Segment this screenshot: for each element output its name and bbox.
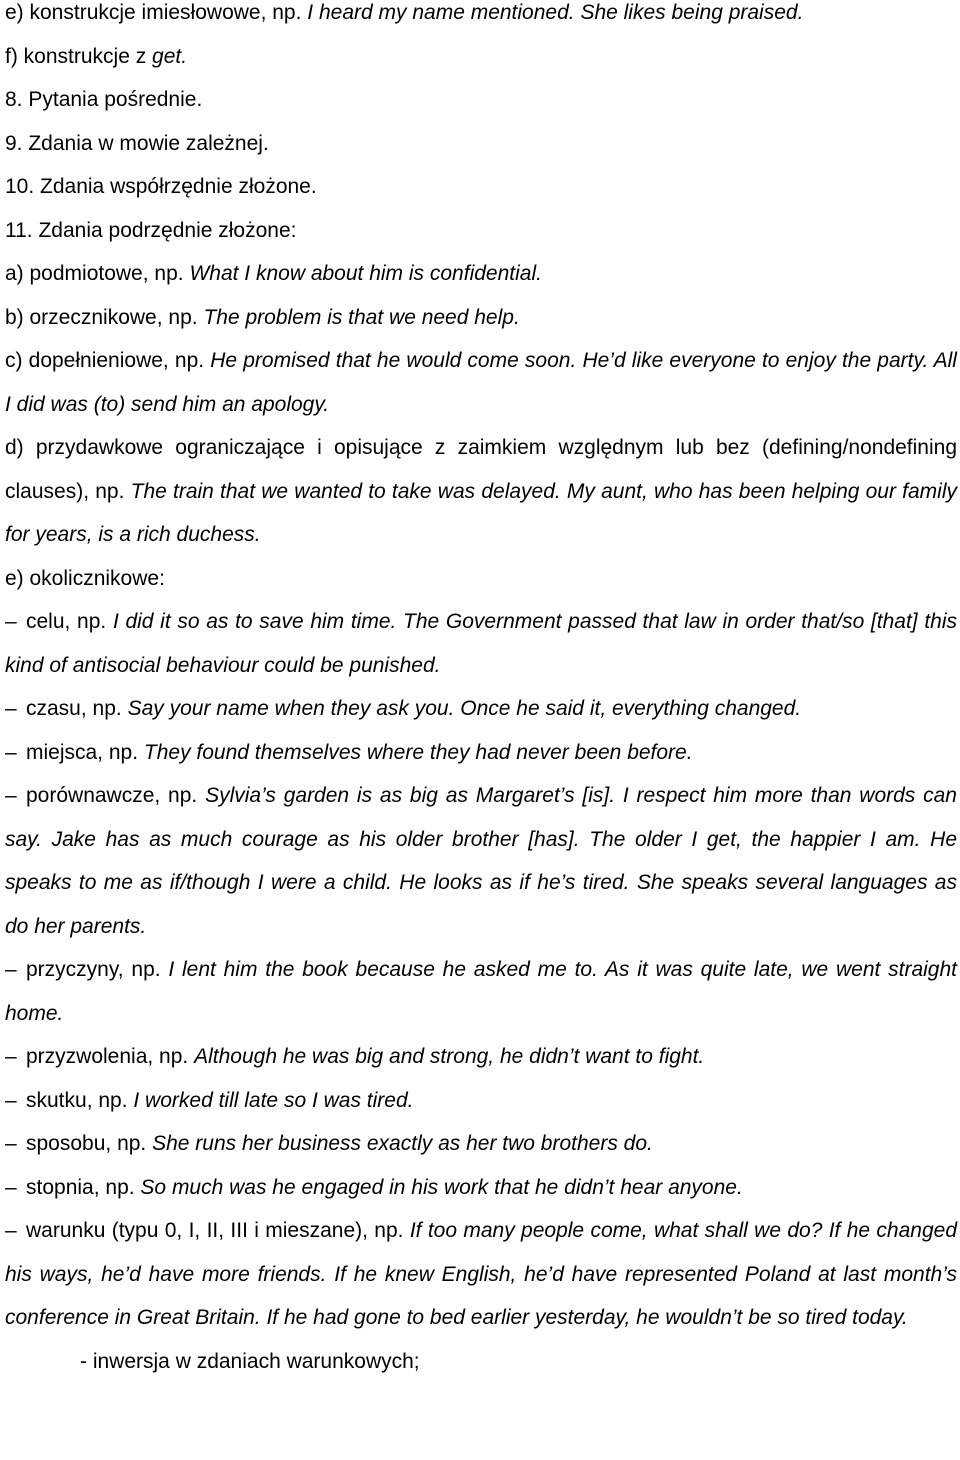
list-item-porownawcze xyxy=(5,774,957,948)
item-example: He promised that he would come soon. He’d like everyone to enjoy the party. All I did was (to) send him an apology. xyxy=(5,349,957,416)
list-item-miejsca xyxy=(5,731,957,775)
item-example: I worked till late so I was tired. xyxy=(133,1088,414,1112)
list-item-skutku xyxy=(5,1079,957,1123)
list-item-stopnia xyxy=(5,1166,957,1210)
item-text: porównawcze, np. xyxy=(26,784,206,807)
item-text: skutku, np. xyxy=(26,1088,134,1112)
dash-bullet: – xyxy=(5,1132,17,1155)
item-text: 11. Zdania podrzędnie złożone: xyxy=(5,218,297,242)
document-body xyxy=(5,0,957,1383)
dash-bullet: – xyxy=(5,697,17,720)
list-item-czasu xyxy=(5,687,957,731)
item-text: sposobu, np. xyxy=(26,1132,153,1155)
item-text: 10. Zdania współrzędnie złożone. xyxy=(5,175,317,198)
list-item-podmiotowe xyxy=(5,252,957,296)
item-text: e) okolicznikowe: xyxy=(5,566,165,590)
list-item-inwersja: - inwersja w zdaniach warunkowych; xyxy=(80,1349,420,1373)
item-example: I did it so as to save him time. The Government passed that law in order that/so [that] this kind of antisocial behaviour could be punished. xyxy=(5,610,957,677)
item-text: celu, np. xyxy=(26,610,113,633)
dash-bullet: – xyxy=(5,1088,17,1112)
item-example: Say your name when they ask you. Once he said it, everything changed. xyxy=(127,697,802,720)
item-text: d) przydawkowe ograniczające i opisujące z zaimkiem względnym lub bez (defining/nondefining clauses), np. xyxy=(5,436,957,503)
list-item-okolicznikowe xyxy=(5,557,957,601)
item-text: przyczyny, np. xyxy=(26,958,169,981)
item-text: przyzwolenia, np. xyxy=(26,1045,195,1068)
list-item-11 xyxy=(5,209,957,253)
dash-bullet: – xyxy=(5,1045,17,1068)
list-item-imieslowowe xyxy=(5,0,957,35)
item-example: The problem is that we need help. xyxy=(203,305,520,329)
dash-bullet: – xyxy=(5,958,17,981)
dash-bullet: – xyxy=(5,784,17,807)
item-example: get. xyxy=(152,44,188,68)
item-text: f) konstrukcje z xyxy=(5,44,153,68)
item-text: 8. Pytania pośrednie. xyxy=(5,88,203,111)
list-item-get xyxy=(5,35,957,79)
item-text: b) orzecznikowe, np. xyxy=(5,305,204,329)
item-example: What I know about him is confidential. xyxy=(189,262,542,285)
item-example: I lent him the book because he asked me to. As it was quite late, we went straight home. xyxy=(5,958,957,1025)
list-item-przydawkowe xyxy=(5,426,957,557)
list-item-dopelnieniowe xyxy=(5,339,957,426)
dash-bullet: – xyxy=(5,610,17,633)
item-example: She runs her business exactly as her two brothers do. xyxy=(152,1132,653,1155)
list-item-celu xyxy=(5,600,957,687)
item-example: Although he was big and strong, he didn’t want to fight. xyxy=(194,1045,705,1068)
item-example: I heard my name mentioned. She likes being praised. xyxy=(307,1,804,24)
dash-bullet: – xyxy=(5,740,17,764)
list-item-orzecznikowe xyxy=(5,296,957,340)
item-example: They found themselves where they had never been before. xyxy=(143,740,693,764)
list-item-8 xyxy=(5,78,957,122)
dash-bullet: – xyxy=(5,1219,17,1242)
item-example: The train that we wanted to take was delayed. My aunt, who has been helping our family for years, is a rich duchess. xyxy=(5,479,958,546)
item-example: So much was he engaged in his work that he didn’t hear anyone. xyxy=(140,1175,743,1199)
item-text: a) podmiotowe, np. xyxy=(5,262,190,285)
item-text: c) dopełnieniowe, np. xyxy=(5,349,211,372)
item-text: e) konstrukcje imiesłowowe, np. xyxy=(5,1,308,24)
list-item-przyczyny xyxy=(5,948,957,1035)
list-item-warunku xyxy=(5,1209,957,1340)
item-text: warunku (typu 0, I, II, III i mieszane), np. xyxy=(26,1219,410,1242)
item-text: miejsca, np. xyxy=(26,740,144,764)
item-text: czasu, np. xyxy=(26,697,128,720)
item-text: 9. Zdania w mowie zależnej. xyxy=(5,131,269,155)
item-example: Sylvia’s garden is as big as Margaret’s [is]. I respect him more than words can say. Jake has as much courage as his older brother [has]. The older I get, the happier I am. He speaks to me as if/though I were a child. He looks as if he’s tired. She speaks several languages as do her parents. xyxy=(5,784,957,938)
item-example: If too many people come, what shall we do? If he changed his ways, he’d have more friends. If he knew English, he’d have represented Poland at last month’s conference in Great Britain. If he had gone to bed earlier yesterday, he wouldn’t be so tired today. xyxy=(5,1219,957,1329)
list-item-10 xyxy=(5,165,957,209)
dash-bullet: – xyxy=(5,1175,17,1199)
list-item-9 xyxy=(5,122,957,166)
item-text: stopnia, np. xyxy=(26,1175,141,1199)
list-item-przyzwolenia xyxy=(5,1035,957,1079)
list-item-sposobu xyxy=(5,1122,957,1166)
